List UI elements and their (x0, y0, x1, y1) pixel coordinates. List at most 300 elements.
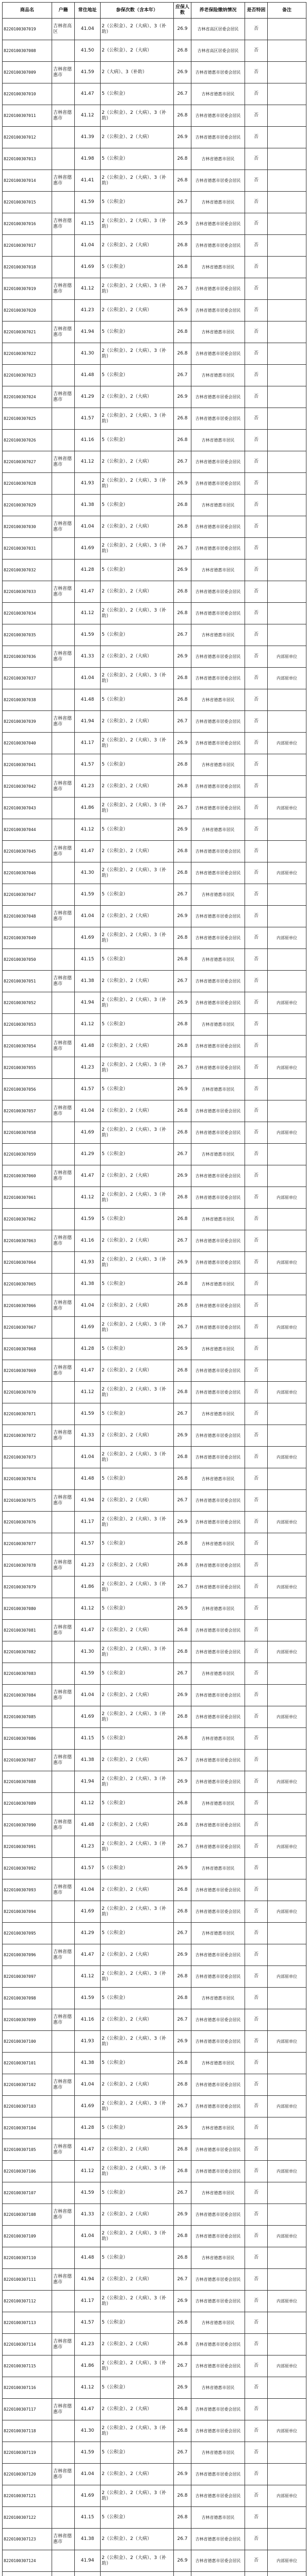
cell-note (268, 1793, 306, 1815)
cell-flag: 否 (245, 1533, 268, 1555)
cell-name (52, 603, 75, 624)
cell-unit: 吉林省德惠市居委会居民 (191, 2161, 245, 2182)
cell-note: 内部原单位 (268, 1187, 306, 1209)
cell-flag: 否 (245, 2009, 268, 2031)
cell-flag: 否 (245, 1793, 268, 1815)
cell-area: 41.94 (75, 711, 101, 733)
cell-code: 8220100307119 (3, 2442, 52, 2464)
cell-area: 41.47 (75, 1165, 101, 1187)
cell-flag: 否 (245, 1036, 268, 1057)
cell-unit: 吉林省德惠市居委会居民 (191, 603, 245, 624)
cell-flag: 否 (245, 1836, 268, 1858)
cell-area: 41.59 (75, 192, 101, 213)
cell-note (268, 2529, 306, 2550)
table-row (3, 1663, 306, 1685)
cell-name (52, 1187, 75, 1209)
cell-area: 41.29 (75, 1144, 101, 1165)
cell-name: 吉林省德惠市 (52, 213, 75, 235)
cell-name (52, 560, 75, 581)
cell-code: 8220100307108 (3, 2204, 52, 2226)
cell-area: 41.04 (75, 1447, 101, 1468)
cell-flag: 否 (245, 495, 268, 516)
table-row (3, 2247, 306, 2269)
cell-unit: 吉林省德惠市居民 (191, 2442, 245, 2464)
table-row (3, 1252, 306, 1274)
cell-unit: 吉林省德惠市居民 (191, 689, 245, 711)
table-row (3, 19, 306, 40)
cell-name: 吉林省德惠市 (52, 321, 75, 343)
cell-note (268, 2053, 306, 2074)
cell-unit: 吉林省德惠市居民 (191, 754, 245, 776)
cell-flag: 否 (245, 1771, 268, 1793)
cell-area: 41.12 (75, 819, 101, 841)
cell-unit: 吉林省德惠市居委会居民 (191, 1382, 245, 1403)
cell-area: 41.15 (75, 949, 101, 971)
cell-area: 41.86 (75, 2355, 101, 2377)
cell-note: 内部原单位 (268, 2226, 306, 2247)
cell-note (268, 1490, 306, 1512)
cell-flag: 否 (245, 776, 268, 798)
cell-name (52, 1252, 75, 1274)
cell-detail: 2（公积金）、2（大病） (101, 2334, 174, 2355)
cell-note (268, 2182, 306, 2204)
cell-flag: 否 (245, 2464, 268, 2485)
cell-flag: 否 (245, 581, 268, 603)
cell-count: 26.8 (174, 1295, 191, 1317)
table-row (3, 2485, 306, 2507)
cell-name: 吉林省德惠市 (52, 1620, 75, 1641)
cell-unit: 吉林省德惠市居委会居民 (191, 2550, 245, 2572)
cell-area: 41.59 (75, 1988, 101, 2009)
cell-flag: 否 (245, 2355, 268, 2377)
cell-note: 内部原单位 (268, 1706, 306, 1728)
cell-area: 41.15 (75, 1728, 101, 1750)
cell-code: 8220100307089 (3, 1793, 52, 1815)
cell-note (268, 2312, 306, 2334)
cell-unit: 吉林省德惠市居民 (191, 83, 245, 105)
table-row (3, 884, 306, 906)
cell-flag: 否 (245, 754, 268, 776)
table-row (3, 235, 306, 257)
cell-name (52, 148, 75, 170)
table-row (3, 2204, 306, 2226)
cell-code: 8220100307059 (3, 1144, 52, 1165)
cell-name (52, 2031, 75, 2053)
cell-detail: 2（公积金）、2（大病）、3（补助） (101, 798, 174, 819)
cell-flag: 否 (245, 257, 268, 278)
cell-unit: 吉林省德惠市居委会居民 (191, 776, 245, 798)
cell-unit: 吉林省德惠市居委会居民 (191, 1836, 245, 1858)
cell-name (52, 300, 75, 321)
cell-note (268, 841, 306, 862)
header-area: 常住地址 (75, 3, 101, 19)
cell-note: 内部原单位 (268, 1771, 306, 1793)
cell-count: 26.7 (174, 2269, 191, 2291)
cell-detail: 2（公积金）、2（大病） (101, 1879, 174, 1901)
cell-detail: 2（公积金）、2（大病）、3（补助） (101, 213, 174, 235)
table-row (3, 1122, 306, 1144)
cell-name: 吉林省德惠市 (52, 516, 75, 538)
cell-area: 41.59 (75, 1403, 101, 1425)
cell-count: 26.7 (174, 538, 191, 560)
cell-name: 吉林省德惠市 (52, 1555, 75, 1577)
cell-count: 26.9 (174, 1858, 191, 1879)
cell-count: 26.8 (174, 2226, 191, 2247)
cell-count: 26.7 (174, 2009, 191, 2031)
cell-detail: 5（公积金） (101, 2247, 174, 2269)
cell-code: 8220100307102 (3, 2074, 52, 2096)
cell-area: 41.59 (75, 2182, 101, 2204)
cell-unit: 吉林省德惠市居委会居民 (191, 2485, 245, 2507)
cell-flag: 否 (245, 1879, 268, 1901)
cell-code: 8220100307105 (3, 2139, 52, 2161)
cell-note: 内部原单位 (268, 1447, 306, 1468)
cell-detail: 2（公积金）、2（大病） (101, 2139, 174, 2161)
cell-flag: 否 (245, 1144, 268, 1165)
cell-code: 8220100307116 (3, 2377, 52, 2399)
cell-unit: 吉林省德惠市居民 (191, 2377, 245, 2399)
cell-count: 26.8 (174, 105, 191, 127)
cell-name (52, 2442, 75, 2464)
cell-unit: 吉林省德惠市居民 (191, 192, 245, 213)
cell-code: 8220100307123 (3, 2529, 52, 2550)
cell-unit: 吉林省德惠市居委会居民 (191, 1771, 245, 1793)
cell-flag: 否 (245, 2291, 268, 2312)
cell-count: 26.9 (174, 1079, 191, 1100)
cell-name (52, 884, 75, 906)
cell-count: 26.9 (174, 646, 191, 668)
cell-note (268, 2009, 306, 2031)
table-row (3, 1771, 306, 1793)
cell-name (52, 1988, 75, 2009)
cell-detail: 2（公积金）、2（大病）、3（补助） (101, 2096, 174, 2117)
table-row (3, 2399, 306, 2420)
cell-flag: 否 (245, 430, 268, 451)
cell-code: 8220100307056 (3, 1079, 52, 1100)
cell-detail: 2（公积金）、2（大病） (101, 2009, 174, 2031)
cell-note: 内部原单位 (268, 1836, 306, 1858)
cell-flag: 否 (245, 1858, 268, 1879)
cell-count: 26.7 (174, 1403, 191, 1425)
cell-area: 41.04 (75, 19, 101, 40)
cell-flag: 否 (245, 2442, 268, 2464)
cell-name: 吉林省德惠市 (52, 1879, 75, 1901)
cell-note (268, 1274, 306, 1295)
cell-code: 8220100307048 (3, 906, 52, 927)
cell-unit: 吉林省德惠市居民 (191, 949, 245, 971)
cell-detail: 2（公积金）、2（大病）、3（补助） (101, 1382, 174, 1403)
cell-flag: 否 (245, 1685, 268, 1706)
cell-flag: 否 (245, 1252, 268, 1274)
cell-count: 26.7 (174, 2529, 191, 2550)
cell-area: 41.23 (75, 776, 101, 798)
cell-area: 41.12 (75, 451, 101, 473)
table-row (3, 40, 306, 62)
table-row (3, 992, 306, 1014)
cell-unit: 吉林省德惠市居委会居民 (191, 992, 245, 1014)
cell-note (268, 2117, 306, 2139)
cell-name (52, 1728, 75, 1750)
cell-note (268, 300, 306, 321)
cell-note (268, 624, 306, 646)
cell-detail: 2（公积金）、2（大病）、3（补助） (101, 2420, 174, 2442)
cell-flag: 否 (245, 343, 268, 365)
cell-area: 41.12 (75, 1598, 101, 1620)
cell-area: 41.33 (75, 1425, 101, 1447)
cell-flag: 否 (245, 2053, 268, 2074)
cell-name: 吉林省德惠市 (52, 1230, 75, 1252)
cell-flag: 否 (245, 2247, 268, 2269)
cell-note: 内部原单位 (268, 2485, 306, 2507)
cell-flag: 否 (245, 1750, 268, 1771)
cell-detail: 2（公积金）、2（大病）、3（补助） (101, 1706, 174, 1728)
cell-name: 吉林省德惠市 (52, 1036, 75, 1057)
cell-code: 8220100307076 (3, 1512, 52, 1533)
cell-unit: 吉林省德惠市居民 (191, 1079, 245, 1100)
cell-name (52, 1057, 75, 1079)
cell-count: 26.8 (174, 1122, 191, 1144)
cell-flag: 否 (245, 170, 268, 192)
cell-detail: 5（公积金） (101, 192, 174, 213)
cell-flag: 否 (245, 1620, 268, 1641)
cell-flag: 否 (245, 2182, 268, 2204)
cell-code: 8220100307122 (3, 2507, 52, 2529)
cell-code: 8220100307064 (3, 1252, 52, 1274)
cell-count: 26.8 (174, 2074, 191, 2096)
cell-flag: 否 (245, 1641, 268, 1663)
cell-name: 吉林省德惠市 (52, 2399, 75, 2420)
table-row (3, 1360, 306, 1382)
cell-name (52, 1641, 75, 1663)
cell-detail: 2（公积金）、2（大病） (101, 1360, 174, 1382)
cell-area (75, 2572, 101, 2576)
cell-count: 26.8 (174, 1988, 191, 2009)
cell-name (52, 1274, 75, 1295)
cell-name (52, 992, 75, 1014)
cell-detail: 5（公积金） (101, 624, 174, 646)
cell-name (52, 1706, 75, 1728)
cell-code: 8220100307052 (3, 992, 52, 1014)
header-row (3, 3, 306, 19)
cell-count: 26.8 (174, 1901, 191, 1923)
cell-code: 8220100307091 (3, 1836, 52, 1858)
cell-code: 8220100307055 (3, 1057, 52, 1079)
cell-unit: 吉林省德惠市居委会居民 (191, 841, 245, 862)
cell-detail: 5（公积金） (101, 1728, 174, 1750)
cell-flag: 否 (245, 1014, 268, 1036)
cell-area: 41.59 (75, 624, 101, 646)
cell-detail: 5（公积金） (101, 2182, 174, 2204)
cell-flag: 否 (245, 62, 268, 83)
cell-code: 8220100307022 (3, 343, 52, 365)
cell-unit: 吉林省德惠市居委会居民 (191, 733, 245, 754)
header-detail: 参保次数（含本年） (101, 3, 174, 19)
cell-detail: 2（公积金）、2（大病）、3（补助） (101, 1577, 174, 1598)
cell-unit: 吉林省德惠市居民 (191, 624, 245, 646)
cell-note: 内部原单位 (268, 2550, 306, 2572)
cell-count: 26.8 (174, 321, 191, 343)
cell-unit: 吉林省德惠市居委会居民 (191, 2009, 245, 2031)
cell-flag: 否 (245, 127, 268, 148)
cell-name (52, 1598, 75, 1620)
table-row (3, 2291, 306, 2312)
cell-unit: 吉林省德惠市居委会居民 (191, 2096, 245, 2117)
cell-detail: 2（公积金）、2（大病）、3（补助） (101, 1966, 174, 1988)
table-row (3, 1057, 306, 1079)
cell-code: 8220100307111 (3, 2269, 52, 2291)
cell-area: 41.47 (75, 2139, 101, 2161)
cell-area: 41.94 (75, 321, 101, 343)
cell-code: 8220100307060 (3, 1165, 52, 1187)
cell-unit: 吉林省德惠市居委会居民 (191, 927, 245, 949)
records-table (2, 2, 306, 2576)
cell-name (52, 624, 75, 646)
cell-flag: 否 (245, 1187, 268, 1209)
cell-count: 26.8 (174, 1036, 191, 1057)
cell-name: 吉林省德惠市 (52, 1425, 75, 1447)
table-row (3, 1879, 306, 1901)
cell-detail: 5（公积金） (101, 495, 174, 516)
table-row (3, 2074, 306, 2096)
table-row (3, 538, 306, 560)
cell-flag: 否 (245, 927, 268, 949)
cell-flag: 否 (245, 83, 268, 105)
cell-note (268, 1079, 306, 1100)
cell-code: 8220100307084 (3, 1685, 52, 1706)
cell-unit: 吉林省德惠市居委会居民 (191, 235, 245, 257)
cell-note (268, 1144, 306, 1165)
table-row (3, 321, 306, 343)
cell-note (268, 2247, 306, 2269)
cell-code: 8220100307072 (3, 1425, 52, 1447)
cell-unit: 吉林省德惠市居委会居民 (191, 2334, 245, 2355)
cell-name (52, 2161, 75, 2182)
cell-unit: 吉林省德惠市居民 (191, 1988, 245, 2009)
cell-note (268, 819, 306, 841)
header-unit: 养老保险缴纳情况 (191, 3, 245, 19)
cell-code: 8220100307082 (3, 1641, 52, 1663)
cell-note (268, 1598, 306, 1620)
cell-count: 26.8 (174, 2247, 191, 2269)
cell-count: 26.7 (174, 1230, 191, 1252)
table-row (3, 2420, 306, 2442)
cell-flag: 否 (245, 386, 268, 408)
cell-name (52, 1901, 75, 1923)
cell-detail: 5（公积金） (101, 1014, 174, 1036)
cell-name (52, 40, 75, 62)
cell-code: 8220100307081 (3, 1620, 52, 1641)
cell-detail: 5（公积金） (101, 1793, 174, 1815)
cell-note: 内部原单位 (268, 1382, 306, 1403)
cell-note (268, 1858, 306, 1879)
cell-unit: 吉林省德惠市居委会居民 (191, 1447, 245, 1468)
cell-unit: 吉林省德惠市居委会居民 (191, 1966, 245, 1988)
table-row (3, 2507, 306, 2529)
table-row (3, 798, 306, 819)
cell-detail: 2（公积金）、2（大病） (101, 1295, 174, 1317)
cell-code: 8220100307062 (3, 1209, 52, 1230)
cell-area: 41.12 (75, 2161, 101, 2182)
table-row (3, 451, 306, 473)
cell-note: 内部原单位 (268, 733, 306, 754)
cell-name (52, 1793, 75, 1815)
cell-note (268, 1100, 306, 1122)
cell-area: 41.23 (75, 1555, 101, 1577)
cell-name (52, 1014, 75, 1036)
table-row (3, 1620, 306, 1641)
cell-code: 8220100307057 (3, 1100, 52, 1122)
cell-count: 26.7 (174, 971, 191, 992)
cell-name (52, 1382, 75, 1403)
cell-flag: 否 (245, 365, 268, 386)
cell-area: 41.12 (75, 2377, 101, 2399)
cell-flag: 否 (245, 1598, 268, 1620)
cell-detail: 5（公积金） (101, 1988, 174, 2009)
cell-name (52, 2053, 75, 2074)
cell-flag: 否 (245, 971, 268, 992)
cell-unit: 吉林省德惠市居委会居民 (191, 386, 245, 408)
cell-name: 吉林省德惠市 (52, 711, 75, 733)
cell-note: 内部原单位 (268, 2096, 306, 2117)
cell-detail: 2（公积金）、2（大病） (101, 451, 174, 473)
table-row (3, 1706, 306, 1728)
cell-count: 26.9 (174, 300, 191, 321)
cell-note (268, 1923, 306, 1944)
cell-note: 内部原单位 (268, 2161, 306, 2182)
cell-name (52, 495, 75, 516)
cell-unit: 吉林省德惠市居委会居民 (191, 1187, 245, 1209)
cell-count: 26.8 (174, 1533, 191, 1555)
cell-flag: 否 (245, 1317, 268, 1338)
cell-flag: 否 (245, 516, 268, 538)
table-row (3, 1988, 306, 2009)
cell-area: 41.30 (75, 862, 101, 884)
cell-flag: 否 (245, 1988, 268, 2009)
cell-count: 26.9 (174, 1598, 191, 1620)
cell-unit: 吉林省德惠市居民 (191, 1144, 245, 1165)
cell-name (52, 2485, 75, 2507)
cell-flag: 否 (245, 1403, 268, 1425)
cell-note (268, 689, 306, 711)
cell-name: 吉林省德惠市 (52, 646, 75, 668)
cell-count: 26.8 (174, 2334, 191, 2355)
cell-name (52, 235, 75, 257)
cell-code: 8220100307019 (3, 19, 52, 40)
cell-area: 41.04 (75, 2226, 101, 2247)
cell-note (268, 1728, 306, 1750)
cell-detail: 5（公积金） (101, 1144, 174, 1165)
cell-code: 8220100307036 (3, 646, 52, 668)
cell-detail: 5（公积金） (101, 689, 174, 711)
cell-unit: 吉林省德惠市居委会居民 (191, 798, 245, 819)
cell-code: 8220100307120 (3, 2464, 52, 2485)
cell-note: 内部原单位 (268, 798, 306, 819)
cell-note (268, 1036, 306, 1057)
cell-note (268, 1209, 306, 1230)
cell-detail: 2（公积金）、2（大病）、3（补助） (101, 408, 174, 430)
table-row (3, 1144, 306, 1165)
cell-area: 41.94 (75, 1490, 101, 1512)
table-row (3, 148, 306, 170)
cell-code: 8220100307085 (3, 1706, 52, 1728)
cell-name (52, 2507, 75, 2529)
cell-detail: 2（公积金）、2（大病） (101, 1944, 174, 1966)
cell-note: 内部原单位 (268, 927, 306, 949)
cell-unit: 吉林省德惠市居委会居民 (191, 300, 245, 321)
cell-name (52, 862, 75, 884)
cell-flag: 否 (245, 1706, 268, 1728)
cell-name (52, 733, 75, 754)
